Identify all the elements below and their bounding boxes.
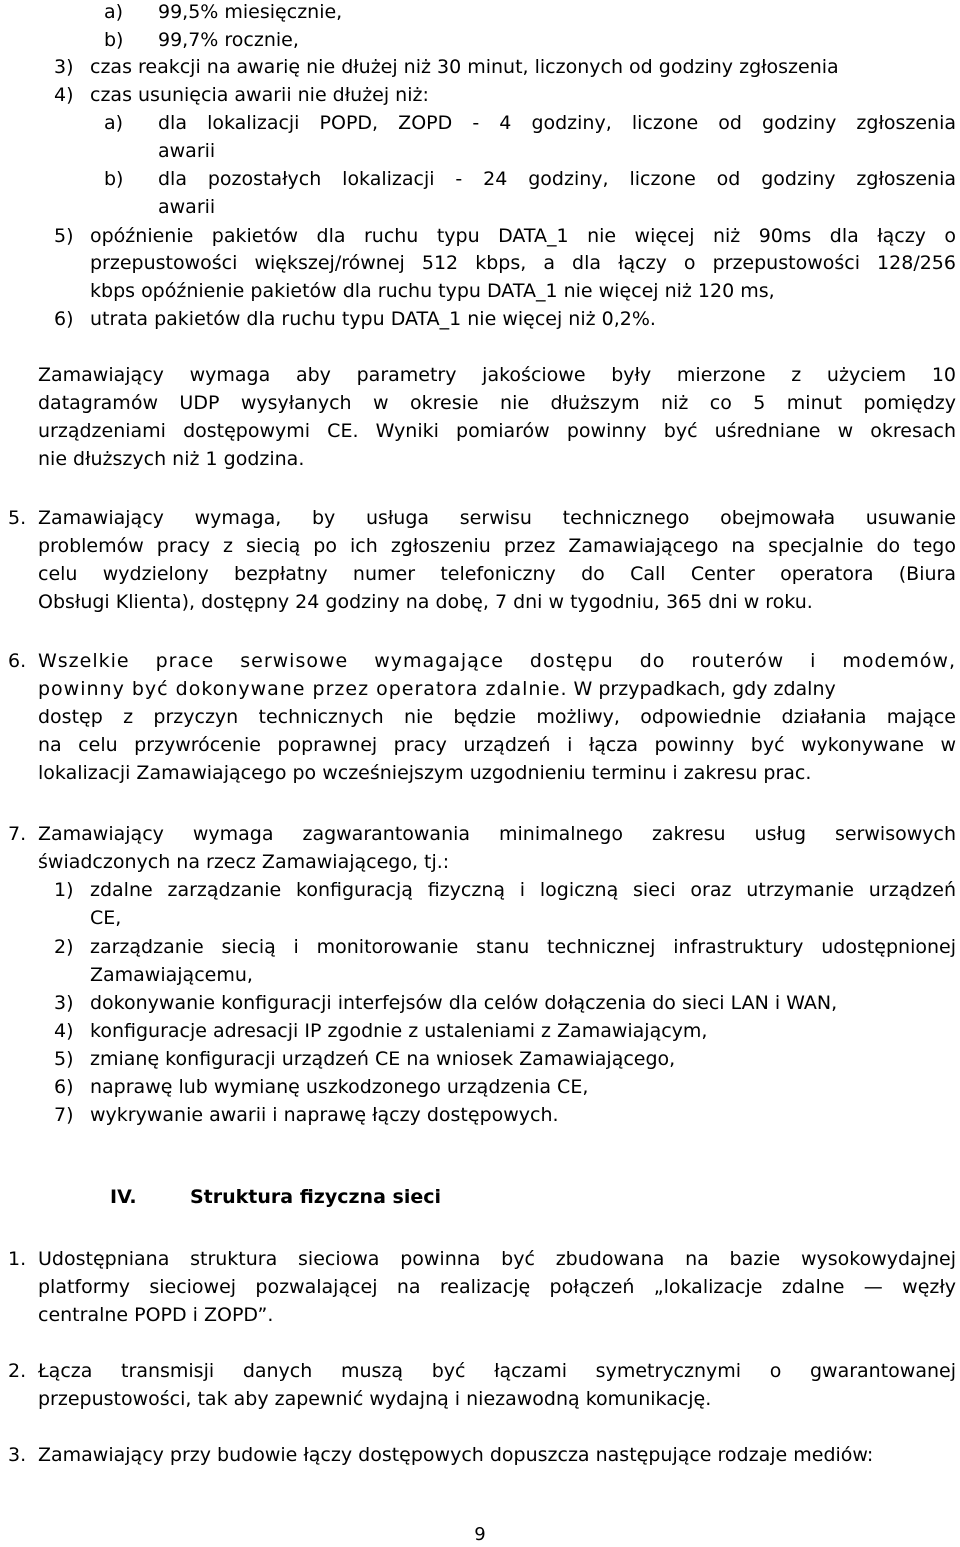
list-item-text: 99,7% rocznie, [158,29,299,51]
list-item-text: CE, [90,907,122,929]
list-marker: 6) [54,308,74,330]
list-marker: 1) [54,879,74,901]
paragraph-line: Obsługi Klienta), dostępny 24 godziny na dobę, 7 dni w tygodniu, 365 dni w roku. [38,591,813,613]
section-number: 5. [8,507,27,529]
list-item-text: Zamawiającemu, [90,964,253,986]
list-marker: 3) [54,992,74,1014]
paragraph-line: problemów pracy z siecią po ich zgłoszeniu przez Zamawiającego na specjalnie do tego [38,535,956,557]
list-marker: 7) [54,1104,74,1126]
paragraph-line: Zamawiający wymaga, by usługa serwisu technicznego obejmowała usuwanie [38,507,956,529]
paragraph-line: Wszelkie prace serwisowe wymagające dostępu do routerów i modemów, [38,650,956,672]
list-item-text: awarii [158,140,216,162]
list-marker: b) [104,168,124,190]
list-item-text: 99,5% miesięcznie, [158,1,343,23]
paragraph-text: W przypadkach, gdy zdalny [567,678,836,700]
list-item-text: przepustowości większej/równej 512 kbps, a dla łączy o przepustowości 128/256 [90,252,956,274]
list-marker: a) [104,112,124,134]
list-item-text: dla pozostałych lokalizacji - 24 godziny, liczone od godziny zgłoszenia [158,168,956,190]
paragraph-line: dostęp z przyczyn technicznych nie będzie możliwy, odpowiednie działania mające [38,706,956,728]
list-marker: 3) [54,56,74,78]
paragraph-line: nie dłuższych niż 1 godzina. [38,448,305,470]
paragraph-line: przepustowości, tak aby zapewnić wydajną i niezawodną komunikację. [38,1388,712,1410]
list-item-text: zdalne zarządzanie konfiguracją fizyczną i logiczną sieci oraz utrzymanie urządzeń [90,879,956,901]
paragraph-line: platformy sieciowej pozwalającej na realizację połączeń „lokalizacje zdalne — węzły [38,1276,956,1298]
list-item-text: konfiguracje adresacji IP zgodnie z ustaleniami z Zamawiającym, [90,1020,708,1042]
list-item-text: wykrywanie awarii i naprawę łączy dostępowych. [90,1104,559,1126]
list-item-text: dokonywanie konfiguracji interfejsów dla celów dołączenia do sieci LAN i WAN, [90,992,838,1014]
section-number: 1. [8,1248,27,1270]
paragraph-text-wide: powinny być dokonywane przez operatora zdalnie. [38,678,568,700]
paragraph-line: urządzeniami dostępowymi CE. Wyniki pomiarów powinny być uśredniane w okresach [38,420,956,442]
list-item-text: opóźnienie pakietów dla ruchu typu DATA_1 nie więcej niż 90ms dla łączy o [90,225,956,247]
paragraph-line: Zamawiający przy budowie łączy dostępowych dopuszcza następujące rodzaje mediów: [38,1444,874,1466]
paragraph-line: świadczonych na rzecz Zamawiającego, tj.: [38,851,450,873]
paragraph-line: Udostępniana struktura sieciowa powinna być zbudowana na bazie wysokowydajnej [38,1248,956,1270]
section-number: 6. [8,650,27,672]
list-item-text: czas reakcji na awarię nie dłużej niż 30 minut, liczonych od godziny zgłoszenia [90,56,839,78]
list-marker: 4) [54,1020,74,1042]
section-number: 3. [8,1444,27,1466]
section-number: 2. [8,1360,27,1382]
paragraph-line: Zamawiający wymaga zagwarantowania minimalnego zakresu usług serwisowych [38,823,956,845]
list-marker: 5) [54,1048,74,1070]
paragraph-line: datagramów UDP wysyłanych w okresie nie dłuższym niż co 5 minut pomiędzy [38,392,956,414]
paragraph-line: na celu przywrócenie poprawnej pracy urządzeń i łącza powinny być wykonywane w [38,734,956,756]
paragraph-line [38,677,836,701]
section-number: 7. [8,823,27,845]
paragraph-line: Zamawiający wymaga aby parametry jakościowe były mierzone z użyciem 10 [38,364,956,386]
paragraph-line: Łącza transmisji danych muszą być łączami symetrycznymi o gwarantowanej [38,1360,956,1382]
list-marker: b) [104,29,124,51]
list-item-text: dla lokalizacji POPD, ZOPD - 4 godziny, liczone od godziny zgłoszenia [158,112,956,134]
list-marker: 6) [54,1076,74,1098]
list-item-text: kbps opóźnienie pakietów dla ruchu typu DATA_1 nie więcej niż 120 ms, [90,280,775,302]
list-item-text: czas usunięcia awarii nie dłużej niż: [90,84,429,106]
section-heading-number: IV. [110,1186,137,1208]
list-marker: a) [104,1,124,23]
list-item-text: zarządzanie siecią i monitorowanie stanu technicznej infrastruktury udostępnionej [90,936,956,958]
paragraph-line: celu wydzielony bezpłatny numer telefoniczny do Call Center operatora (Biura [38,563,956,585]
list-item-text: naprawę lub wymianę uszkodzonego urządzenia CE, [90,1076,589,1098]
paragraph-line: centralne POPD i ZOPD”. [38,1304,274,1326]
page-number: 9 [474,1524,486,1545]
list-item-text: zmianę konfiguracji urządzeń CE na wniosek Zamawiającego, [90,1048,676,1070]
section-heading-title: Struktura fizyczna sieci [190,1186,442,1208]
list-marker: 2) [54,936,74,958]
list-item-text: utrata pakietów dla ruchu typu DATA_1 nie więcej niż 0,2%. [90,308,656,330]
list-item-text: awarii [158,196,216,218]
paragraph-line: lokalizacji Zamawiającego po wcześniejszym uzgodnieniu terminu i zakresu prac. [38,762,812,784]
list-marker: 5) [54,225,74,247]
list-marker: 4) [54,84,74,106]
